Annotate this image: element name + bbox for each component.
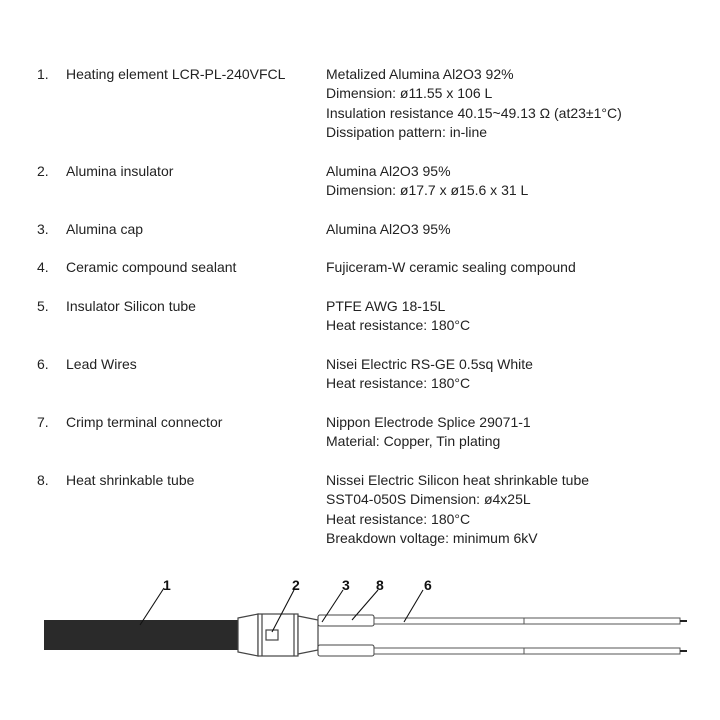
heating-element-shape — [44, 620, 240, 650]
callout-label: 2 — [292, 577, 300, 593]
item-description — [326, 258, 706, 277]
desc-line: Breakdown voltage: minimum 6kV — [326, 529, 538, 546]
desc-line: Nissei Electric Silicon heat shrinkable tube — [326, 472, 590, 488]
callout-label: 6 — [424, 577, 432, 593]
desc-line: Dimension: ø17.7 x ø15.6 x 31 L — [326, 182, 529, 199]
desc-line: Dimension: ø11.55 x 106 L — [326, 85, 493, 102]
heat-shrink-tube-shape — [318, 615, 374, 656]
item-number: 4. — [37, 259, 49, 275]
item-number: 8. — [37, 472, 49, 488]
item-description — [326, 220, 706, 239]
item-number: 1. — [37, 66, 49, 82]
item-number: 5. — [37, 298, 49, 314]
desc-line: Heat resistance: 180°C — [326, 510, 471, 527]
heater-assembly-diagram — [0, 560, 720, 700]
item-name: Heat shrinkable tube — [66, 472, 195, 488]
desc-line: Material: Copper, Tin plating — [326, 433, 501, 450]
callout-label: 3 — [342, 577, 350, 593]
item-description — [326, 413, 706, 452]
desc-line: Nisei Electric RS-GE 0.5sq White — [326, 356, 533, 372]
desc-line: Metalized Alumina Al2O3 92% — [326, 66, 514, 82]
item-description — [326, 471, 706, 548]
desc-line: Nippon Electrode Splice 29071-1 — [326, 414, 531, 430]
item-name: Ceramic compound sealant — [66, 259, 237, 275]
item-description — [326, 65, 706, 142]
item-name: Heating element LCR-PL-240VFCL — [66, 66, 286, 82]
desc-line: Dissipation pattern: in-line — [326, 123, 488, 140]
callout-label: 8 — [376, 577, 384, 593]
desc-line: PTFE AWG 18-15L — [326, 298, 446, 314]
desc-line: Heat resistance: 180°C — [326, 375, 471, 392]
desc-line: SST04-050S Dimension: ø4x25L — [326, 491, 531, 508]
item-number: 7. — [37, 414, 49, 430]
item-name: Lead Wires — [66, 356, 137, 372]
callout-label: 1 — [163, 577, 171, 593]
item-name: Insulator Silicon tube — [66, 298, 196, 314]
desc-line: Insulation resistance 40.15~49.13 Ω (at23±1°C) — [326, 104, 622, 121]
item-name: Alumina cap — [66, 221, 144, 237]
item-number: 6. — [37, 356, 49, 372]
item-name: Crimp terminal connector — [66, 414, 223, 430]
item-description — [326, 355, 706, 394]
desc-line: Alumina Al2O3 95% — [326, 221, 451, 237]
item-name: Alumina insulator — [66, 163, 174, 179]
lead-wires-shape — [374, 618, 680, 654]
item-number: 2. — [37, 163, 49, 179]
desc-line: Alumina Al2O3 95% — [326, 163, 451, 179]
item-number: 3. — [37, 221, 49, 237]
item-description — [326, 297, 706, 336]
item-description — [326, 162, 706, 201]
desc-line: Fujiceram-W ceramic sealing compound — [326, 259, 576, 275]
desc-line: Heat resistance: 180°C — [326, 317, 471, 334]
